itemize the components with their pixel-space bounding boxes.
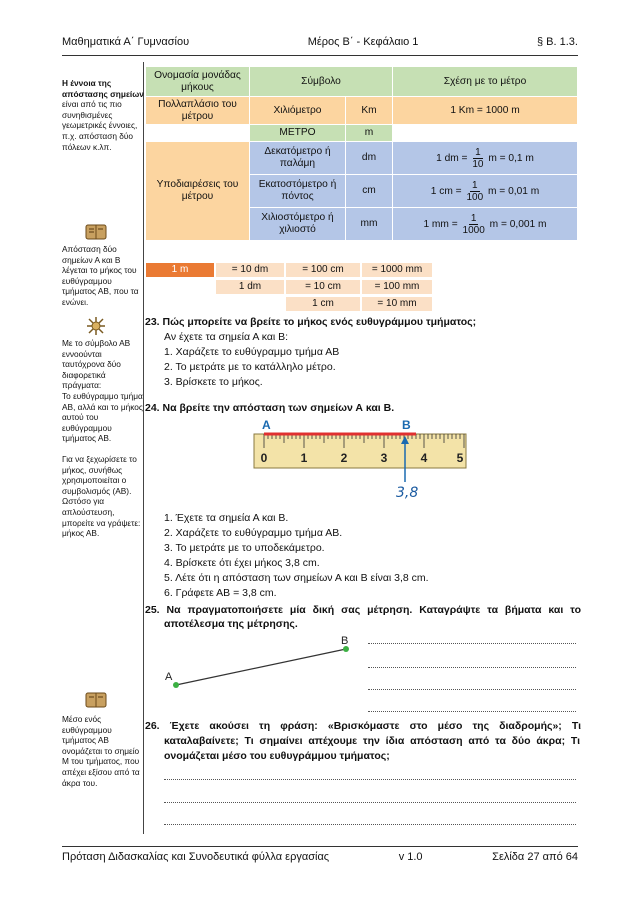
answer-line[interactable] xyxy=(164,791,576,803)
header-symbol: Σύμβολο xyxy=(250,67,393,97)
sidebar-note-midpoint xyxy=(62,714,144,788)
note-text: Με το σύμβολο ΑΒ εννοούνται ταυτόχρονα δύο διαφορετικά πράγματα: xyxy=(62,338,131,391)
point-a-dot xyxy=(173,682,179,688)
conv-1000mm: = 1000 mm xyxy=(362,263,432,277)
ruler-point-b: B xyxy=(402,418,411,432)
list-item: 4. Βρίσκετε ότι έχει μήκος 3,8 cm. xyxy=(164,557,320,569)
submultiples-label: Υποδιαιρέσεις του μέτρου xyxy=(146,142,250,241)
segment-line xyxy=(176,649,346,685)
book-note-icon xyxy=(84,222,108,242)
page-footer xyxy=(62,846,578,866)
segment-point-a: A xyxy=(165,671,173,683)
segment-figure xyxy=(160,634,360,692)
dm-symbol: dm xyxy=(346,142,393,175)
conv-100mm: = 100 mm xyxy=(362,280,432,294)
header-relation: Σχέση με το μέτρο xyxy=(393,67,578,97)
m-symbol: m xyxy=(346,125,393,142)
note-bold-term: Η έννοια της απόστασης σημείων xyxy=(62,78,144,99)
segment-point-b: B xyxy=(341,635,349,647)
answer-line[interactable] xyxy=(368,632,576,644)
footer-title: Πρόταση Διδασκαλίας και Συνοδευτικά φύλλα εργασίας xyxy=(62,851,330,863)
page-header xyxy=(62,36,578,56)
note-text: Μέσο ενός ευθύγραμμου τμήματος ΑΒ ονομάζεται το σημείο Μ του τμήματος, που απέχει εξίσου από τα άκρα του. xyxy=(62,714,140,788)
cm-symbol: cm xyxy=(346,175,393,208)
footer-page-number: Σελίδα 27 από 64 xyxy=(492,851,578,863)
list-item: 5. Λέτε ότι η απόσταση των σημείων Α και Β είναι 3,8 cm. xyxy=(164,572,429,584)
answer-line[interactable] xyxy=(368,700,576,712)
conv-1dm: 1 dm xyxy=(216,280,284,294)
q26-line2: καταλαβαίνετε; Τι σημαίνει απέχουμε την ίδια απόσταση από τα δύο άκρα; Τι xyxy=(164,735,580,747)
conv-10cm: = 10 cm xyxy=(286,280,360,294)
q26-line1: 26. Έχετε ακούσει τη φράση: «Βρισκόμαστε στο μέσο της διαδρομής»; Τι xyxy=(145,720,581,732)
conv-1cm: 1 cm xyxy=(286,297,360,311)
q25-title-line2: αποτέλεσμα της μέτρησης. xyxy=(164,618,298,630)
ruler-label-3: 3 xyxy=(380,451,388,465)
length-units-table xyxy=(145,66,578,241)
dm-relation: 1 dm = $\frac{1}{10}$ m = 0,1 m xyxy=(393,142,578,175)
q24-title: 24. Να βρείτε την απόσταση των σημείων Α και Β. xyxy=(145,402,395,414)
header-part: Μέρος Β΄ - Κεφάλαιο 1 xyxy=(307,36,419,48)
multiples-label: Πολλαπλάσιο του μέτρου xyxy=(146,97,250,125)
answer-line[interactable] xyxy=(368,656,576,668)
list-item: 2. Χαράζετε το ευθύγραμμο τμήμα ΑΒ. xyxy=(164,527,343,539)
header-section: § Β. 1.3. xyxy=(537,36,578,48)
mm-symbol: mm xyxy=(346,208,393,241)
conv-100cm: = 100 cm xyxy=(286,263,360,277)
starburst-note-icon xyxy=(84,316,108,336)
sidebar-note-symbol-ab xyxy=(62,338,144,539)
ruler-reading: 3,8 xyxy=(396,485,419,500)
note-text: Το ευθύγραμμο τμήμα ΑΒ, αλλά και το μήκος αυτού του ευθύγραμμου τμήματος ΑΒ. xyxy=(62,390,143,444)
header-subject: Μαθηματικά Α΄ Γυμνασίου xyxy=(62,36,190,48)
dm-name: Δεκατόμετρο ή παλάμη xyxy=(250,142,346,175)
list-item: 3. Το μετράτε με το υποδεκάμετρο. xyxy=(164,542,325,554)
km-symbol: Km xyxy=(346,97,393,125)
answer-line[interactable] xyxy=(368,678,576,690)
ruler-figure xyxy=(252,416,470,500)
list-item: 1. Έχετε τα σημεία Α και Β. xyxy=(164,512,289,524)
list-item: 2. Το μετράτε με το κατάλληλο μέτρο. xyxy=(164,361,336,373)
ruler-label-2: 2 xyxy=(340,451,348,465)
q23-title: 23. Πώς μπορείτε να βρείτε το μήκος ενός ευθυγράμμου τμήματος; xyxy=(145,316,477,328)
q23-steps xyxy=(164,345,339,390)
q24-steps xyxy=(164,511,429,601)
ruler-point-a: A xyxy=(262,418,271,432)
list-item: 6. Γράφετε ΑΒ = 3,8 cm. xyxy=(164,587,277,599)
note-text: είναι από τις πιο συνηθισμένες γεωμετρικές έννοιες, π.χ. απόσταση δύο πόλεων κ.λπ. xyxy=(62,99,138,152)
conv-10mm: = 10 mm xyxy=(362,297,432,311)
list-item: 1. Χαράζετε το ευθύγραμμο τμήμα ΑΒ xyxy=(164,346,340,358)
footer-version: v 1.0 xyxy=(398,851,423,863)
answer-line[interactable] xyxy=(164,813,576,825)
q26-line3: ονομάζεται μέσο του ευθυγράμμου τμήματος; xyxy=(164,750,390,762)
ruler-label-4: 4 xyxy=(420,451,428,465)
ruler-label-5: 5 xyxy=(456,451,464,465)
sidebar-note-distance-definition xyxy=(62,244,144,308)
q23-intro: Αν έχετε τα σημεία Α και Β: xyxy=(164,331,289,343)
km-relation: 1 Km = 1000 m xyxy=(393,97,578,125)
m-name: ΜΕΤΡΟ xyxy=(250,125,346,142)
cm-name: Εκατοστόμετρο ή πόντος xyxy=(250,175,346,208)
header-unit-name: Ονομασία μονάδας μήκους xyxy=(146,67,250,97)
mm-name: Χιλιοστόμετρο ή χιλιοστό xyxy=(250,208,346,241)
cm-relation: 1 cm = $\frac{1}{100}$ m = 0,01 m xyxy=(393,175,578,208)
ruler-label-1: 1 xyxy=(300,451,308,465)
sidebar-note-distance-concept xyxy=(62,78,144,152)
ruler-body xyxy=(254,434,466,468)
list-item: 3. Βρίσκετε το μήκος. xyxy=(164,376,263,388)
q25-title-line1: 25. Να πραγματοποιήσετε μία δική σας μέτρηση. Καταγράψτε τα βήματα και το xyxy=(145,604,581,616)
conv-10dm: = 10 dm xyxy=(216,263,284,277)
ruler-label-0: 0 xyxy=(260,451,268,465)
mm-relation: 1 mm = $\frac{1}{1000}$ m = 0,001 m xyxy=(393,208,578,241)
km-name: Χιλιόμετρο xyxy=(250,97,346,125)
answer-line[interactable] xyxy=(164,768,576,780)
note-text: Για να ξεχωρίσετε το μήκος, συνήθως χρησιμοποιείται ο συμβολισμός (ΑΒ). Ωστόσο για απλούστευση, μπορείτε να γράψετε: μήκος ΑΒ. xyxy=(62,453,141,539)
book-note-icon xyxy=(84,690,108,710)
conv-1m: 1 m xyxy=(146,263,214,277)
note-text: Απόσταση δύο σημείων Α και Β λέγεται το μήκος του ευθύγραμμου τμήματος ΑΒ, που τα ενώνει. xyxy=(62,244,139,307)
